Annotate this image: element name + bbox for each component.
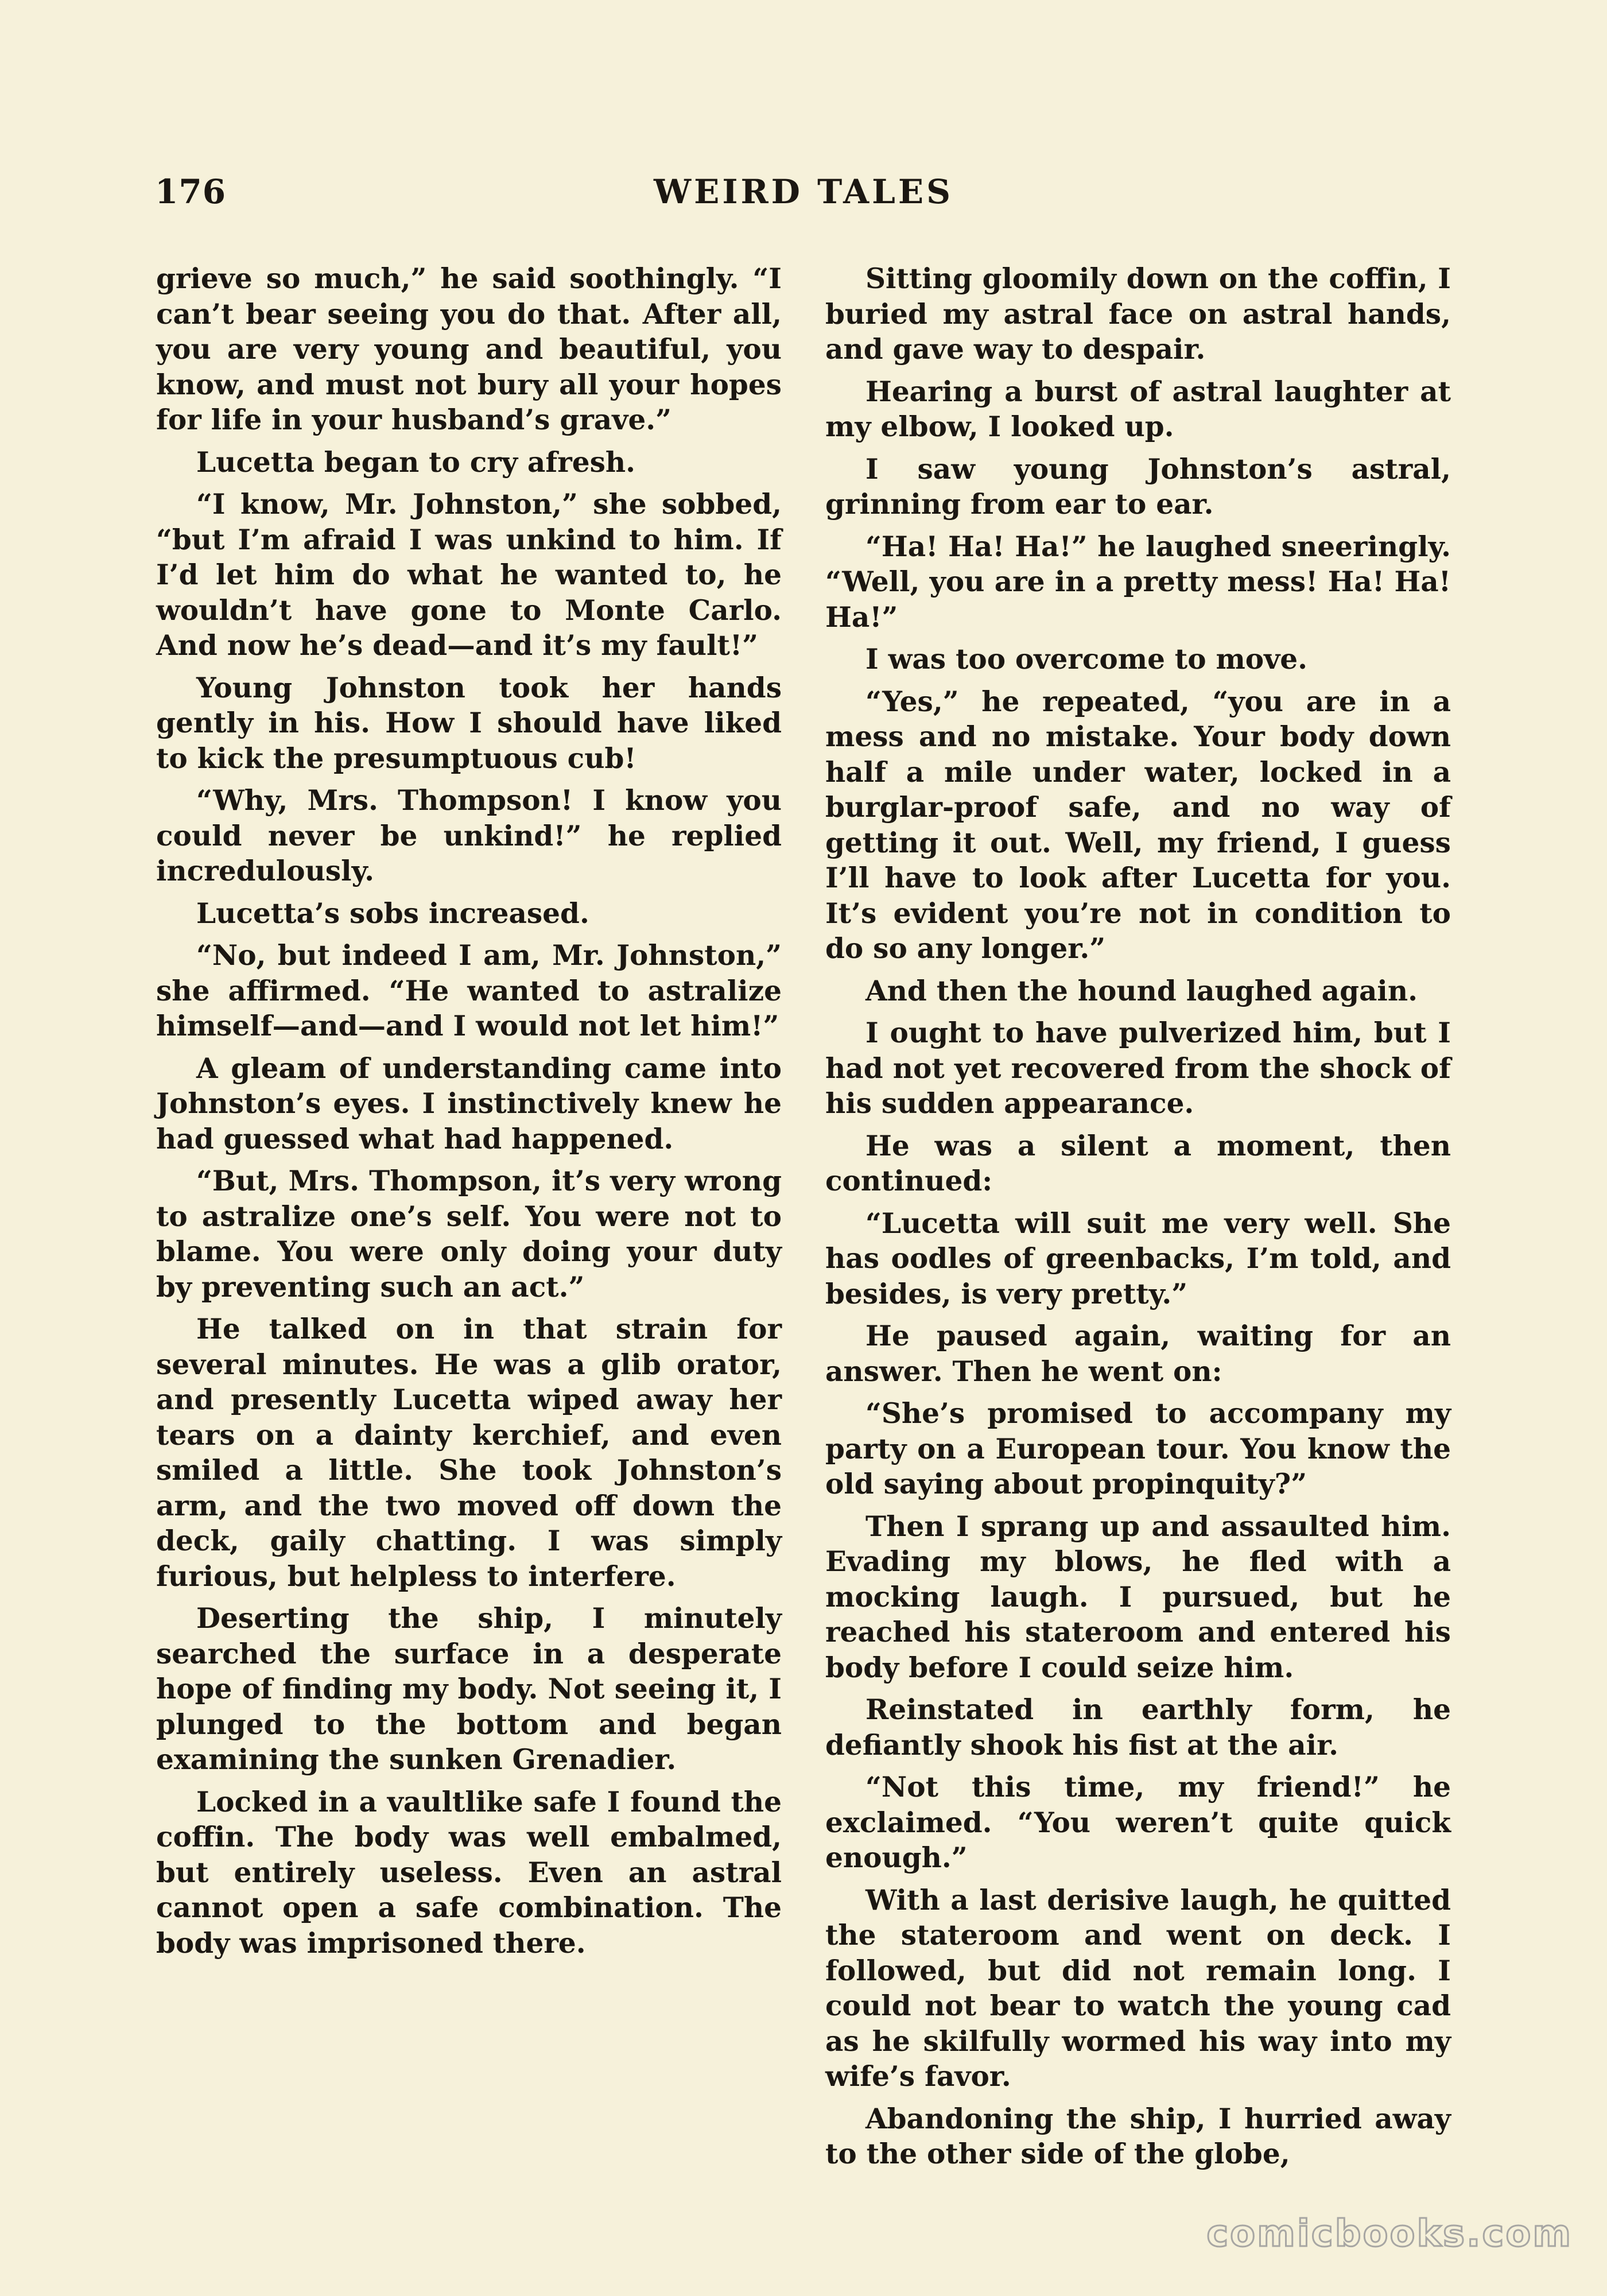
paragraph: Sitting gloomily down on the coffin, I buried my astral face on astral hands, and gave way to despair. [825,262,1451,366]
paragraph: “But, Mrs. Thompson, it’s very wrong to astralize one’s self. You were not to blame. You were only doing your duty by preventing such an act.” [156,1165,782,1304]
paragraph: grieve so much,” he said soothingly. “I can’t bear seeing you do that. After all, you are very young and beautiful, you know, and must not bury all your hopes for life in your husband’s grave.” [156,262,782,436]
paragraph: Then I sprang up and assaulted him. Evading my blows, he fled with a mocking laugh. I pursued, but he reached his stateroom and entered his body before I could seize him. [825,1510,1451,1684]
paragraph: “Yes,” he repeated, “you are in a mess and no mistake. Your body down half a mile under water, locked in a burglar-proof safe, and no way of getting it out. Well, my friend, I guess I’ll have to look after Lucetta for you. It’s evident you’re not in condition to do so any longer.” [825,685,1451,965]
text-column-left [156,261,782,2132]
paragraph: Abandoning the ship, I hurried away to the other side of the globe, [825,2102,1451,2170]
paragraph: “She’s promised to accompany my party on a European tour. You know the old saying about propinquity?” [825,1397,1451,1500]
paragraph: And then the hound laughed again. [865,974,1418,1007]
paragraph: I ought to have pulverized him, but I had not yet recovered from the shock of his sudden appearance. [825,1017,1451,1120]
magazine-title: WEIRD TALES [653,172,954,211]
paragraph: Young Johnston took her hands gently in his. How I should have liked to kick the presumptuous cub! [156,671,782,775]
paragraph: A gleam of understanding came into Johnston’s eyes. I instinctively knew he had guessed what had happened. [156,1052,782,1155]
paragraph: “No, but indeed I am, Mr. Johnston,” she affirmed. “He wanted to astralize himself—and—and I would not let him!” [156,939,782,1042]
watermark: comicbooks.com [1206,2213,1573,2255]
paragraph: He paused again, waiting for an answer. Then he went on: [825,1320,1451,1388]
paragraph: Reinstated in earthly form, he defiantly shook his fist at the air. [825,1693,1451,1762]
paragraph: Locked in a vaultlike safe I found the coffin. The body was well embalmed, but entirely useless. Even an astral cannot open a safe combination. The body was imprisoned there. [156,1785,782,1960]
paragraph: He talked on in that strain for several minutes. He was a glib orator, and presently Lucetta wiped away her tears on a dainty kerchief, and even smiled a little. She took Johnston’s arm, and the two moved off down the deck, gaily chatting. I was simply furious, but helpless to interfere. [156,1313,782,1593]
paragraph: Lucetta began to cry afresh. [196,445,636,479]
paragraph: Deserting the ship, I minutely searched the surface in a desperate hope of finding my body. Not seeing it, I plunged to the bottom and began examining the sunken Grenadier. [156,1602,782,1776]
paragraph: He was a silent a moment, then continued: [825,1129,1451,1197]
paragraph: “Ha! Ha! Ha!” he laughed sneeringly. “Well, you are in a pretty mess! Ha! Ha! Ha!” [825,530,1451,634]
paragraph: “Lucetta will suit me very well. She has oodles of greenbacks, I’m told, and besides, is very pretty.” [825,1207,1451,1310]
paragraph: “Not this time, my friend!” he exclaimed. “You weren’t quite quick enough.” [825,1771,1451,1874]
paragraph: With a last derisive laugh, he quitted the stateroom and went on deck. I followed, but did not remain long. I could not bear to watch the young cad as he skilfully wormed his way into my wife’s favor. [825,1883,1451,2093]
paragraph: Hearing a burst of astral laughter at my elbow, I looked up. [825,375,1451,443]
paragraph: “I know, Mr. Johnston,” she sobbed, “but I’m afraid I was unkind to him. If I’d let him do what he wanted to, he wouldn’t have gone to Monte Carlo. And now he’s dead—and it’s my fault!” [156,488,782,662]
page-header [155,172,1452,218]
paragraph: I saw young Johnston’s astral, grinning from ear to ear. [825,452,1451,521]
page-number: 176 [155,172,227,211]
paragraph: Lucetta’s sobs increased. [196,897,589,930]
paragraph: “Why, Mrs. Thompson! I know you could never be unkind!” he replied incredulously. [156,784,782,887]
text-column-right [825,261,1451,2170]
paragraph: I was too overcome to move. [865,643,1308,676]
